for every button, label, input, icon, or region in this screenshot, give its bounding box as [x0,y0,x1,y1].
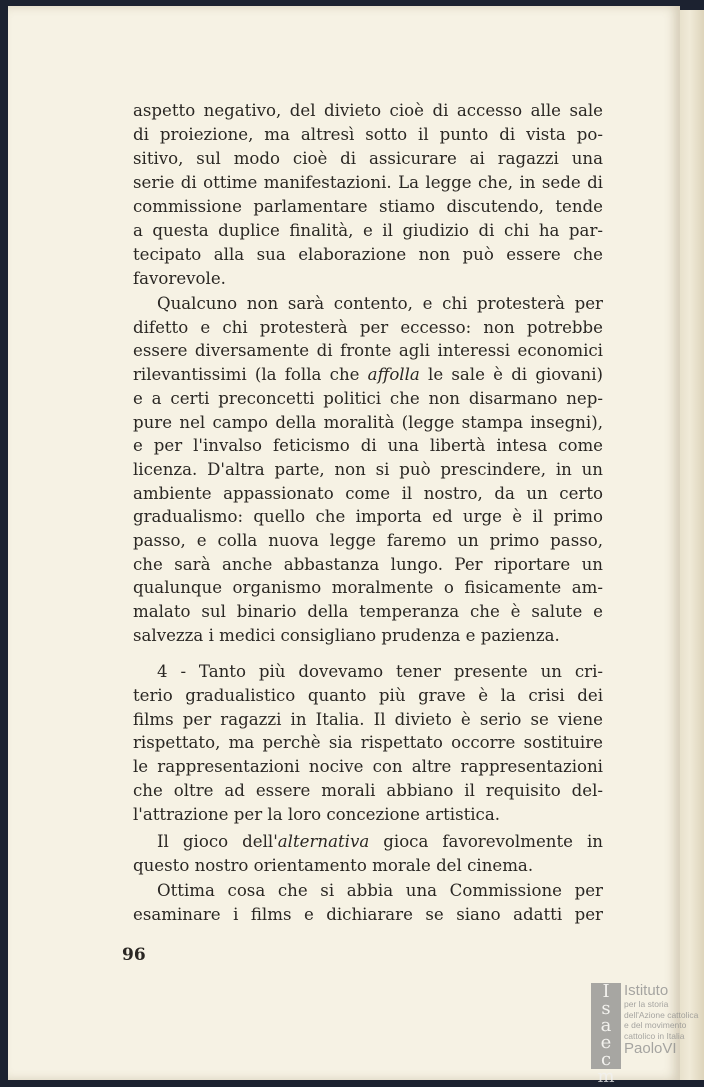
text-span: l'attrazione per la loro concezione artistica. [133,804,501,824]
text-line [133,318,603,338]
text-span: rilevantissimi (la folla che [133,365,368,385]
text-span: e per l'invalso feticismo di una libertà intesa come [133,436,603,456]
logo-name: PaoloVI [624,1040,677,1057]
logo-letter: m [597,1066,615,1087]
text-span: a questa duplice finalità, e il giudizio di chi ha par- [133,221,603,240]
text-span: Qualcuno non sarà contento, e chi protesterà per [157,294,603,313]
text-span: aspetto negativo, del divieto cioè di accesso alle sale [133,101,603,120]
text-span: qualunque organismo moralmente o fisicamente am- [133,578,603,598]
text-span: essere diversamente di fronte agli interessi economici [133,341,603,361]
text-span: films per ragazzi in Italia. Il divieto è serio se viene [133,709,603,729]
text-span: gioca favorevolmente in [369,832,603,851]
text-span: che oltre ad essere morali abbiano il requisito del- [133,781,603,800]
logo-letter: c [600,1049,612,1070]
text-line [133,733,603,753]
text-line [133,555,603,575]
text-span: tecipato alla sua elaborazione non può essere che [133,245,603,264]
text-line [133,413,603,433]
text-line [133,686,603,706]
text-line [157,832,603,852]
italic-text: affolla [367,365,420,385]
text-span: rispettato, ma perchè sia rispettato occorre sostituire [133,733,603,753]
logo-letter: s [601,998,611,1019]
text-span: le rappresentazioni nocive con altre rappresentazioni [133,757,603,777]
logo-line: per la storia [624,999,669,1009]
text-line [157,662,603,682]
logo-letters [591,981,621,1087]
text-line [133,125,603,145]
text-line [133,173,603,193]
text-line [133,221,603,241]
text-line [133,269,603,289]
text-span: le sale è di giovani) [419,365,603,385]
text-span: commissione parlamentare stiamo discutendo, tende [133,197,603,216]
logo-letter: e [600,1032,612,1053]
next-page-edge [680,10,704,1080]
text-span: passo, e colla nuova legge faremo un primo passo, [133,531,603,550]
text-line [133,710,603,730]
text-line [133,781,603,801]
text-line [133,484,603,504]
text-line [133,245,603,265]
text-span: ambiente appassionato come il nostro, da un certo [133,483,603,503]
text-line [133,805,603,825]
logo-text [624,983,698,1057]
isacem-watermark-logo [591,981,701,1087]
text-span: di proiezione, ma altresì sotto il punto di vista po- [133,125,603,144]
text-line [133,531,603,551]
text-span: favorevole. [133,269,226,288]
logo-line: e del movimento [624,1020,687,1030]
text-span: e a certi preconcetti politici che non disarmano nep- [133,388,603,408]
text-line [133,856,603,876]
text-span: licenza. D'altra parte, non si può prescindere, in un [133,459,603,479]
text-span: sitivo, sul modo cioè di assicurare ai ragazzi una [133,149,603,168]
text-line [133,626,603,646]
text-span: che sarà anche abbastanza lungo. Per riportare un [133,554,603,574]
text-span: difetto e chi protesterà per eccesso: non potrebbe [133,317,603,337]
text-span: Il gioco dell' [157,832,278,851]
page-number: 96 [122,945,146,965]
text-span: terio gradualistico quanto più grave è la crisi dei [133,685,603,705]
text-span: Ottima cosa che si abbia una Commissione per [157,881,603,900]
text-line [133,905,603,925]
text-line [133,341,603,361]
text-line [133,602,603,622]
text-line [133,197,603,217]
text-span: salvezza i medici consigliano prudenza e pazienza. [133,625,560,645]
text-line [133,757,603,777]
text-span: 4 - Tanto più dovevamo tener presente un cri- [157,662,603,681]
logo-line: cattolico in Italia [624,1030,685,1041]
text-line [133,365,603,385]
text-line [157,881,603,901]
logo-title: Istituto [624,982,669,999]
logo-letter: I [602,981,610,1002]
text-line [157,294,603,314]
text-line [133,149,603,169]
text-span: malato sul binario della temperanza che è salute e [133,602,603,622]
text-span: esaminare i films e dichiarare se siano adatti per [133,905,603,924]
text-span: pure nel campo della moralità (legge stampa insegni), [133,412,603,432]
text-line [133,578,603,598]
logo-letter: a [600,1015,612,1036]
text-line [133,436,603,456]
logo-line: dell'Azione cattolica [624,1009,699,1020]
text-line [133,460,603,480]
text-line [133,507,603,527]
text-span: gradualismo: quello che importa ed urge è il primo [133,507,603,527]
text-line [133,389,603,409]
text-line [133,101,603,121]
text-span: serie di ottime manifestazioni. La legge che, in sede di [133,173,603,192]
text-span: questo nostro orientamento morale del cinema. [133,855,534,875]
italic-text: alternativa [277,832,370,851]
